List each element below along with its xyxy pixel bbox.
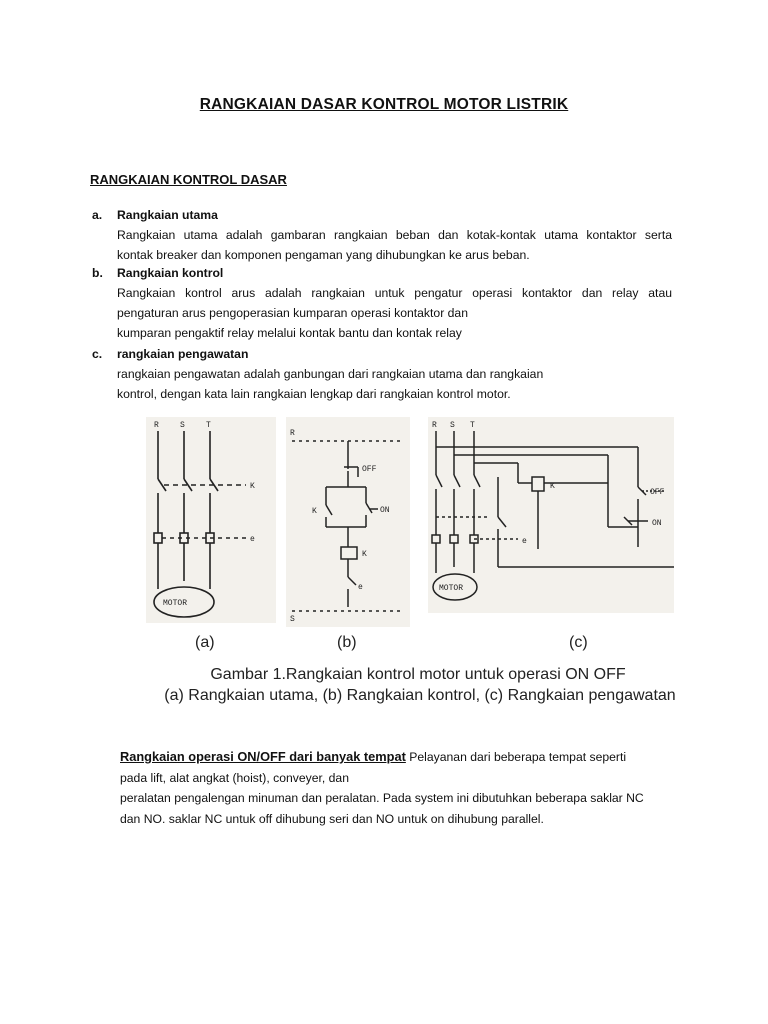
figure-sub-label-a: (a) xyxy=(195,634,215,651)
item-title: Rangkaian utama xyxy=(117,208,218,222)
closing-heading: Rangkaian operasi ON/OFF dari banyak tempat xyxy=(120,749,406,764)
coil-label: K xyxy=(550,482,555,491)
figure-panel-main-circuit xyxy=(146,417,276,623)
closing-line4: dan NO. saklar NC untuk off dihubung seri dan NO untuk on dihubung parallel. xyxy=(120,812,544,826)
list-marker: b. xyxy=(92,266,103,280)
contactor-label: K xyxy=(250,482,255,491)
on-label: ON xyxy=(652,519,662,528)
body-line: Rangkaian utama adalah gambaran rangkaian beban dan kotak-kontak utama kontaktor serta xyxy=(117,228,672,242)
overload-label: e xyxy=(358,583,363,592)
figure-sub-label-c: (c) xyxy=(569,634,588,651)
page-title: RANGKAIAN DASAR KONTROL MOTOR LISTRIK xyxy=(199,96,569,113)
overload-label: e xyxy=(522,537,527,546)
main-circuit-diagram xyxy=(146,417,276,623)
phase-label-r: R xyxy=(432,421,437,430)
body-line: rangkaian pengawatan adalah ganbungan dari rangkaian utama dan rangkaian xyxy=(117,367,544,381)
off-label: OFF xyxy=(650,488,665,497)
figure-panel-control-circuit xyxy=(286,417,410,627)
section-heading: RANGKAIAN KONTROL DASAR xyxy=(90,172,287,187)
phase-label-r: R xyxy=(154,421,159,430)
phase-label-t: T xyxy=(470,421,475,430)
figure-sub-label-b: (b) xyxy=(337,634,357,651)
overload-label: e xyxy=(250,535,255,544)
top-bus-label: R xyxy=(290,429,295,438)
closing-paragraph-continued xyxy=(120,788,660,830)
closing-line2: pada lift, alat angkat (hoist), conveyer, dan xyxy=(120,771,349,785)
item-body xyxy=(117,364,672,404)
motor-label: MOTOR xyxy=(163,599,188,608)
phase-label-s: S xyxy=(450,421,455,430)
figure-caption-line1: Gambar 1.Rangkaian kontrol motor untuk operasi ON OFF xyxy=(210,666,626,683)
closing-paragraph xyxy=(120,746,660,789)
k-contact-label: K xyxy=(312,507,317,516)
phase-label-t: T xyxy=(206,421,211,430)
figure-panel-wiring-circuit xyxy=(428,417,674,613)
closing-line3: peralatan pengalengan minuman dan peralatan. Pada system ini dibutuhkan beberapa saklar NC xyxy=(120,791,644,805)
control-circuit-diagram xyxy=(286,417,410,627)
wiring-circuit-diagram xyxy=(428,417,674,613)
body-line: kumparan pengaktif relay melalui kontak bantu dan kontak relay xyxy=(117,326,462,340)
bottom-bus-label: S xyxy=(290,615,295,624)
body-line: kontak breaker dan komponen pengaman yang dihubungkan ke arus beban. xyxy=(117,248,530,262)
body-line: kontrol, dengan kata lain rangkaian lengkap dari rangkaian kontrol motor. xyxy=(117,387,511,401)
motor-label: MOTOR xyxy=(439,584,464,593)
phase-labels xyxy=(154,421,211,430)
closing-line1: Pelayanan dari beberapa tempat seperti xyxy=(405,750,627,764)
list-marker: a. xyxy=(92,208,103,222)
coil-label: K xyxy=(362,550,367,559)
body-line: pengaturan arus pengoperasian kumparan operasi kontaktor dan xyxy=(117,306,468,320)
on-label: ON xyxy=(380,506,390,515)
item-body xyxy=(117,283,672,343)
item-title: Rangkaian kontrol xyxy=(117,266,224,280)
list-marker: c. xyxy=(92,347,103,361)
body-line: Rangkaian kontrol arus adalah rangkaian untuk pengatur operasi kontaktor dan relay atau xyxy=(117,286,672,300)
phase-label-s: S xyxy=(180,421,185,430)
item-title: rangkaian pengawatan xyxy=(117,347,249,361)
item-body xyxy=(117,225,672,265)
off-label: OFF xyxy=(362,465,377,474)
figure-caption-line2: (a) Rangkaian utama, (b) Rangkaian kontrol, (c) Rangkaian pengawatan xyxy=(164,687,676,704)
